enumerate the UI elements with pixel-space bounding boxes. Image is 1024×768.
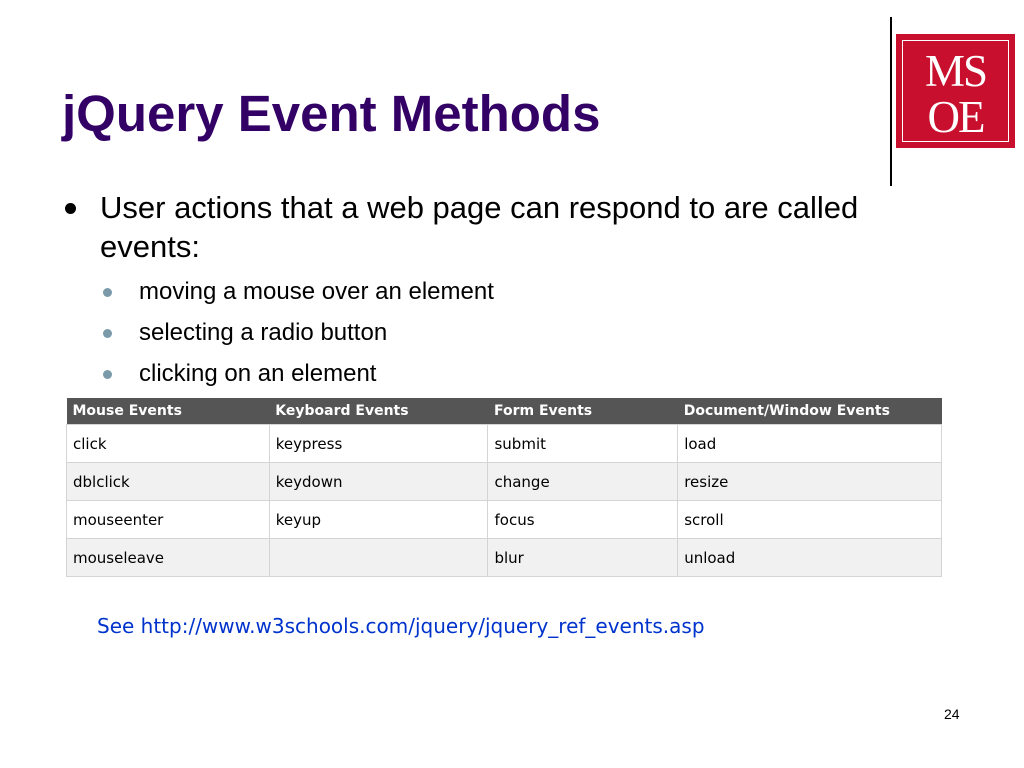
sub-bullet-dot-icon xyxy=(103,288,112,297)
table-cell: click xyxy=(67,425,270,463)
sub-bullet-text: clicking on an element xyxy=(139,360,377,387)
reference-link[interactable]: See http://www.w3schools.com/jquery/jquery_ref_events.asp xyxy=(97,614,705,638)
table-cell: mouseenter xyxy=(67,501,270,539)
column-header-document-window-events: Document/Window Events xyxy=(678,398,942,425)
table-cell: unload xyxy=(678,539,942,577)
logo-text-line2: OE xyxy=(927,92,984,142)
msoe-logo xyxy=(896,34,1015,148)
bullet-main-text: User actions that a web page can respond to are called events: xyxy=(100,190,859,264)
slide-title: jQuery Event Methods xyxy=(62,85,601,142)
table-cell: resize xyxy=(678,463,942,501)
table-row xyxy=(67,501,942,539)
table-cell: blur xyxy=(488,539,678,577)
events-table xyxy=(66,398,942,577)
table-cell: mouseleave xyxy=(67,539,270,577)
table-cell: change xyxy=(488,463,678,501)
table-cell: dblclick xyxy=(67,463,270,501)
header-divider xyxy=(890,17,892,186)
sub-bullet-text: moving a mouse over an element xyxy=(139,278,494,305)
table-cell: scroll xyxy=(678,501,942,539)
sub-bullet-dot-icon xyxy=(103,329,112,338)
bullet-dot-icon xyxy=(65,203,76,214)
table-cell: focus xyxy=(488,501,678,539)
table-cell xyxy=(269,539,488,577)
table-row xyxy=(67,425,942,463)
sub-bullet-dot-icon xyxy=(103,370,112,379)
sub-bullet-text: selecting a radio button xyxy=(139,319,388,346)
table-cell: load xyxy=(678,425,942,463)
table-cell: keyup xyxy=(269,501,488,539)
page-number: 24 xyxy=(944,706,960,722)
column-header-mouse-events: Mouse Events xyxy=(67,398,270,425)
logo-text-line1: MS xyxy=(924,46,987,96)
table-row xyxy=(67,539,942,577)
column-header-keyboard-events: Keyboard Events xyxy=(269,398,488,425)
table-row xyxy=(67,463,942,501)
table-cell: keydown xyxy=(269,463,488,501)
column-header-form-events: Form Events xyxy=(488,398,678,425)
table-cell: submit xyxy=(488,425,678,463)
table-header-row xyxy=(67,398,942,425)
table-cell: keypress xyxy=(269,425,488,463)
